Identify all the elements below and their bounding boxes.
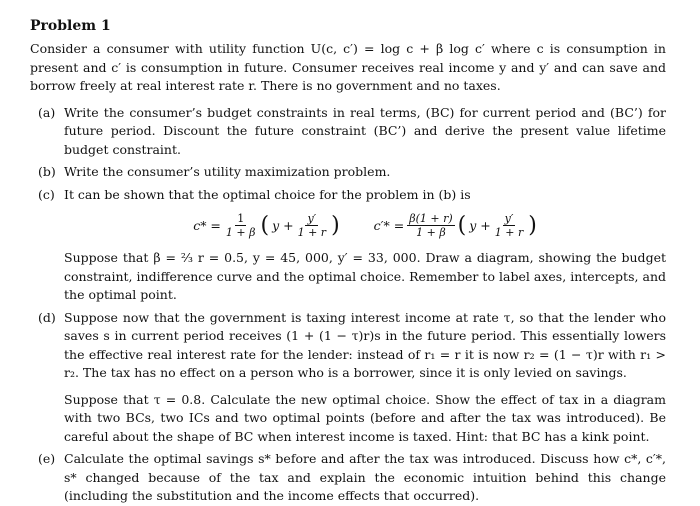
problem-intro: Consider a consumer with utility function U(c, c′) = log c + β log c′ where c is consumption in present and c′ is consumption in future. Consumer receives real income y and y′ and can save and borrow freely at real interest rate r. There is no government and no taxes. bbox=[30, 41, 666, 93]
part-label: (e) bbox=[38, 451, 56, 466]
c-prime-star-coefficient: $\frac{\beta(1 + r)}{1 + \beta}$ bbox=[409, 212, 453, 239]
part-c-followup: Suppose that β = ⅔ r = 0.5, y = 45, 000, y′ = 33, 000. Draw a diagram, showing the budget constraint, indifference curve and the optimal choice. Remember to label axes, intercepts, and the optimal point. bbox=[64, 250, 666, 302]
part-d bbox=[30, 309, 666, 447]
part-text: Write the consumer’s budget constraints in real terms, (BC) for current period and (BC’) for future period. Discount the future constraint (BC’) and derive the present value lifetime budget constraint. bbox=[64, 104, 666, 157]
part-c bbox=[30, 186, 666, 305]
c-prime-star-lhs: c′* = bbox=[373, 218, 405, 233]
part-label: (d) bbox=[38, 309, 56, 325]
c-star-equation: c* = $\frac{1}{1 + \beta}$ ( y + $\frac{y'}{1 + r}$ ) bbox=[193, 212, 340, 239]
y-prime-fraction: $\frac{y'}{1 + r}$ bbox=[297, 212, 327, 239]
parts-list bbox=[30, 104, 666, 506]
part-label: (b) bbox=[38, 164, 56, 179]
c-star-lhs: c* = bbox=[193, 218, 221, 233]
c-prime-star-equation: c′* = $\frac{\beta(1 + r)}{1 + \beta}$ ( y + $\frac{y'}{1 + r}$ ) bbox=[373, 212, 537, 239]
part-label: (a) bbox=[38, 104, 56, 120]
part-a bbox=[30, 104, 666, 160]
c-star-coefficient: $\frac{1}{1 + \beta}$ bbox=[225, 212, 256, 239]
part-b bbox=[30, 163, 666, 182]
part-d-followup: Suppose that τ = 0.8. Calculate the new optimal choice. Show the effect of tax in a diagram with two BCs, two ICs and two optimal points (before and after the tax was introduced). Be careful about the shape of BC when interest income is taxed. Hint: that BC has a kink point. bbox=[64, 391, 666, 444]
part-text: Write the consumer’s utility maximization problem. bbox=[64, 164, 391, 179]
part-text: It can be shown that the optimal choice for the problem in (b) is bbox=[64, 186, 471, 202]
problem-title: Problem 1 bbox=[30, 18, 111, 34]
part-text: Calculate the optimal savings s* before and after the tax was introduced. Discuss how c*, c′*, s* changed because of the tax and explain the economic intuition behind this change (including the substitution and the income effects that occurred). bbox=[64, 451, 666, 503]
y-prime-fraction: $\frac{y'}{1 + r}$ bbox=[494, 212, 524, 239]
part-label: (c) bbox=[38, 186, 55, 202]
part-text: Suppose now that the government is taxing interest income at rate τ, so that the lender who saves s in current period receives (1 + (1 − τ)r)s in the future period. This essentially lowers the effective real interest rate for the lender: instead of r₁ = r it is now r₂ = (1 − τ)r with r₁ > r₂. The tax has no effect on a person who is a borrower, since it is only levied on savings. bbox=[64, 309, 666, 380]
part-e bbox=[30, 450, 666, 506]
optimal-choice-equations bbox=[64, 212, 666, 239]
